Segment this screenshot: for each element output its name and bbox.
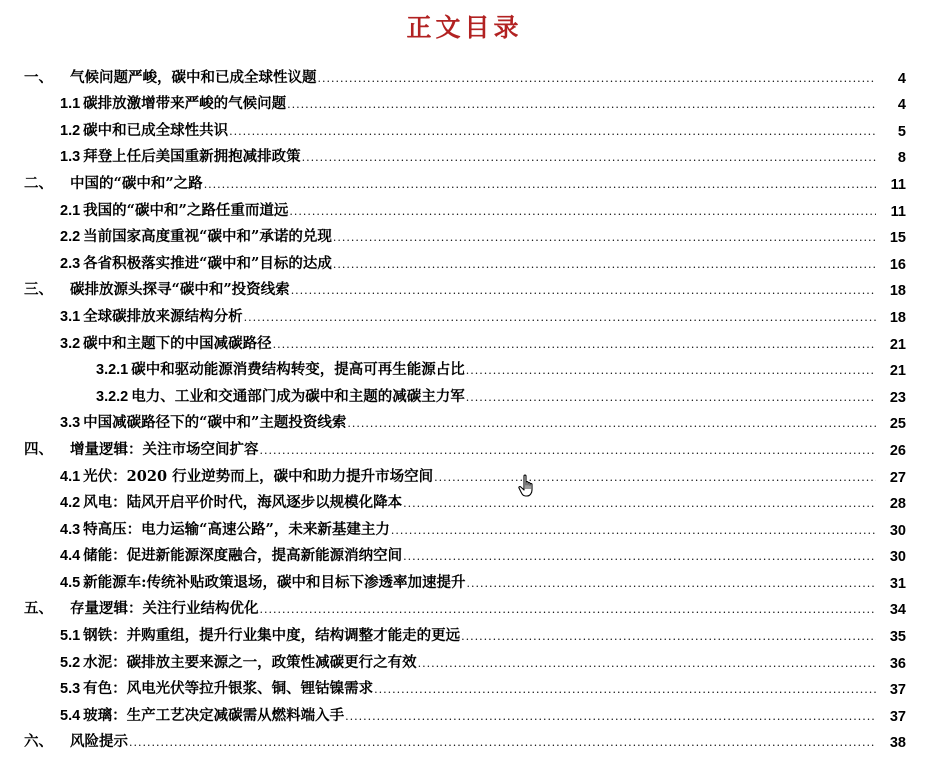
toc-leader-dots: [333, 258, 876, 271]
toc-entry-text: 中国减碳路径下的“碳中和”主题投资线索: [83, 414, 347, 432]
toc-page-number: 18: [889, 283, 906, 300]
toc-entry-lead: [60, 518, 876, 539]
toc-page-number: 11: [890, 176, 906, 193]
toc-entry-number: 3.2.2: [96, 388, 129, 405]
toc-entry-number: 4.4: [60, 548, 81, 565]
toc-entry[interactable]: [0, 326, 929, 353]
toc-entry-lead: [60, 252, 876, 273]
toc-entry-text: 全球碳排放来源结构分析: [83, 307, 243, 325]
toc-entry-lead: [96, 358, 876, 379]
toc-title: 正文目录: [406, 13, 523, 42]
toc-entry-number: 3.2: [60, 335, 81, 352]
toc-leader-dots: [434, 471, 876, 484]
toc-entry-text: 光伏：2020 行业逆势而上，碳中和助力提升市场空间: [83, 467, 434, 485]
toc-entry-label[interactable]: [60, 624, 461, 645]
toc-leader-dots: [391, 524, 876, 537]
toc-entry-lead: [60, 491, 876, 512]
toc-entry[interactable]: [0, 618, 929, 645]
toc-entry[interactable]: [0, 432, 929, 459]
toc-entry-number: 3.2.1: [96, 362, 129, 379]
toc-page-number: 26: [889, 442, 906, 459]
toc-leader-dots: [333, 231, 876, 244]
toc-entry[interactable]: [0, 486, 929, 513]
toc-entry[interactable]: [0, 220, 929, 247]
toc-entry-number: 4.3: [60, 521, 81, 538]
toc-entry-number: 5.3: [60, 681, 81, 698]
toc-entry-label[interactable]: [60, 651, 418, 672]
toc-entry-lead: [96, 385, 876, 406]
toc-entry[interactable]: [0, 166, 929, 193]
toc-entry-lead: [60, 119, 876, 140]
toc-entry-number: 4.5: [60, 574, 81, 591]
toc-leader-dots: [244, 311, 876, 324]
toc-entry[interactable]: [0, 672, 929, 699]
toc-page-number: 30: [889, 549, 906, 566]
toc-entry[interactable]: [0, 193, 929, 220]
toc-entry-label[interactable]: [96, 385, 466, 406]
toc-leader-dots: [291, 284, 876, 297]
toc-entry-text: 储能：促进新能源深度融合，提高新能源消纳空间: [83, 547, 403, 565]
toc-entry-lead: [60, 651, 876, 672]
toc-leader-dots: [129, 736, 876, 749]
toc-leader-dots: [466, 391, 876, 404]
toc-entry-text: 我国的“碳中和”之路任重而道远: [83, 201, 289, 219]
toc-entry[interactable]: [0, 539, 929, 566]
toc-entry-lead: [60, 624, 876, 645]
toc-page-number: 16: [889, 256, 906, 273]
toc-entry-label[interactable]: [24, 278, 291, 299]
toc-entry-text: 水泥：碳排放主要来源之一，政策性减碳更行之有效: [83, 653, 417, 671]
toc-entry-number: 一、: [24, 68, 53, 86]
toc-entry-text: 拜登上任后美国重新拥抱减排政策: [83, 148, 301, 166]
toc-entry-number: 2.2: [60, 229, 81, 246]
toc-entry-label[interactable]: [24, 438, 260, 459]
toc-entry[interactable]: [0, 725, 929, 752]
toc-page-number: 34: [889, 602, 906, 619]
toc-page-number: 8: [897, 150, 906, 167]
toc-entry[interactable]: [0, 698, 929, 725]
toc-entry-lead: [60, 704, 876, 725]
toc-entry-label[interactable]: [60, 704, 345, 725]
toc-page-number: 38: [889, 735, 906, 752]
toc-leader-dots: [204, 178, 876, 191]
toc-entry-number: 六、: [24, 733, 53, 751]
toc-entry-label[interactable]: [60, 225, 333, 246]
toc-entry-label[interactable]: [60, 145, 302, 166]
toc-leader-dots: [273, 338, 876, 351]
toc-leader-dots: [287, 98, 876, 111]
toc-entry-text: 碳中和已成全球性共识: [83, 121, 229, 139]
toc-entry-lead: [60, 199, 876, 220]
toc-entry-number: 3.3: [60, 415, 81, 432]
toc-entry-lead: [24, 597, 876, 618]
toc-entry-number: 1.2: [60, 122, 81, 139]
toc-entry-lead: [60, 92, 876, 113]
hand-pointer-icon: [518, 474, 538, 498]
toc-entry-lead: [60, 677, 876, 698]
toc-entry-number: 2.3: [60, 255, 81, 272]
toc-entry-lead: [60, 225, 876, 246]
toc-entry[interactable]: [0, 645, 929, 672]
toc-entry-number: 1.3: [60, 149, 81, 166]
toc-entry-text: 碳中和主题下的中国减碳路径: [83, 334, 272, 352]
toc-leader-dots: [260, 603, 877, 616]
toc-entry-label[interactable]: [60, 465, 434, 486]
toc-entry-lead: [60, 465, 876, 486]
toc-page-number: 30: [889, 522, 906, 539]
toc-entry-lead: [24, 278, 876, 299]
toc-entry-lead: [60, 411, 876, 432]
toc-page-number: 4: [897, 70, 906, 87]
toc-entry-lead: [60, 145, 876, 166]
toc-entry-number: 四、: [24, 440, 53, 458]
toc-entry[interactable]: [0, 113, 929, 140]
toc-entry-number: 1.1: [60, 96, 81, 113]
toc-entry[interactable]: [0, 87, 929, 114]
toc-entry[interactable]: [0, 140, 929, 167]
toc-entry[interactable]: [0, 512, 929, 539]
toc-page-number: 5: [897, 123, 906, 140]
toc-entry-lead: [24, 438, 876, 459]
toc-page-number: 21: [889, 336, 906, 353]
toc-entry-label[interactable]: [60, 677, 374, 698]
toc-entry-label[interactable]: [60, 491, 403, 512]
toc-entry-text: 碳排放激增带来严峻的气候问题: [83, 95, 287, 113]
toc-entry-text: 风电：陆风开启平价时代，海风逐步以规模化降本: [83, 494, 403, 512]
toc-leader-dots: [403, 550, 876, 563]
toc-entry-number: 5.4: [60, 707, 81, 724]
toc-leader-dots: [260, 444, 877, 457]
toc-entry-text: 电力、工业和交通部门成为碳中和主题的减碳主力军: [131, 387, 465, 405]
toc-entry-label[interactable]: [60, 571, 467, 592]
toc-entry-number: 五、: [24, 600, 53, 618]
toc-entry-text: 当前国家高度重视“碳中和”承诺的兑现: [83, 228, 332, 246]
toc-page-number: 27: [889, 469, 906, 486]
toc-page-number: 37: [889, 682, 906, 699]
toc-entry-text: 玻璃：生产工艺决定减碳需从燃料端入手: [83, 706, 345, 724]
toc-entry-label[interactable]: [60, 544, 403, 565]
toc-page-number: 31: [889, 575, 906, 592]
toc-entry[interactable]: [0, 246, 929, 273]
toc-entry-label[interactable]: [96, 358, 466, 379]
toc-entry-number: 5.2: [60, 654, 81, 671]
toc-leader-dots: [403, 497, 876, 510]
toc-page-number: 23: [889, 389, 906, 406]
toc-leader-dots: [345, 710, 876, 723]
toc-entry-label[interactable]: [60, 411, 347, 432]
toc-leader-dots: [461, 630, 876, 643]
toc-entry-label[interactable]: [24, 66, 318, 87]
toc-entry-text: 有色：风电光伏等拉升银浆、铜、锂钴镍需求: [83, 680, 374, 698]
toc-leader-dots: [289, 205, 876, 218]
toc-entry-text: 中国的“碳中和”之路: [70, 174, 203, 192]
toc-page-number: 18: [889, 309, 906, 326]
toc-entry-lead: [60, 571, 876, 592]
toc-entry-lead: [24, 172, 876, 193]
toc-entry-text: 钢铁：并购重组，提升行业集中度，结构调整才能走的更远: [83, 627, 461, 645]
toc-entry-number: 二、: [24, 174, 53, 192]
toc-entry-label[interactable]: [60, 252, 333, 273]
toc-entry-lead: [24, 66, 876, 87]
toc-entry-text: 风险提示: [70, 733, 128, 751]
toc-page-number: 4: [897, 97, 906, 114]
toc-entry[interactable]: [0, 406, 929, 433]
toc-entry-lead: [24, 730, 876, 751]
toc-entry-text: 碳中和驱动能源消费结构转变，提高可再生能源占比: [131, 361, 465, 379]
toc-entry-text: 各省积极落实推进“碳中和”目标的达成: [83, 254, 332, 272]
toc-entry-text: 新能源车:传统补贴政策退场，碳中和目标下渗透率加速提升: [83, 573, 466, 591]
toc-entry-lead: [60, 332, 876, 353]
toc-leader-dots: [374, 683, 876, 696]
toc-entry-number: 2.1: [60, 202, 81, 219]
toc-leader-dots: [467, 577, 876, 590]
toc-leader-dots: [347, 417, 876, 430]
table-of-contents: [0, 60, 929, 751]
toc-entry-label[interactable]: [24, 597, 260, 618]
toc-entry-label[interactable]: [24, 172, 204, 193]
toc-entry-number: 3.1: [60, 308, 81, 325]
toc-leader-dots: [418, 657, 876, 670]
toc-entry-number: 三、: [24, 281, 53, 299]
toc-entry-lead: [60, 544, 876, 565]
toc-page-number: 37: [889, 708, 906, 725]
toc-page-number: 35: [889, 629, 906, 646]
toc-entry-label[interactable]: [60, 92, 287, 113]
toc-entry-text: 增量逻辑：关注市场空间扩容: [70, 440, 259, 458]
toc-entry-number: 4.1: [60, 468, 81, 485]
toc-entry[interactable]: [0, 459, 929, 486]
toc-entry-label[interactable]: [60, 199, 289, 220]
toc-entry-number: 4.2: [60, 495, 81, 512]
toc-entry[interactable]: [0, 592, 929, 619]
toc-entry-label[interactable]: [24, 730, 129, 751]
toc-entry[interactable]: [0, 273, 929, 300]
toc-entry-label[interactable]: [60, 332, 273, 353]
toc-entry-text: 特高压：电力运输“高速公路”，未来新基建主力: [83, 520, 390, 538]
toc-page-number: 25: [889, 416, 906, 433]
toc-leader-dots: [466, 364, 876, 377]
toc-entry-text: 碳排放源头探寻“碳中和”投资线索: [70, 281, 290, 299]
toc-entry-text: 气候问题严峻，碳中和已成全球性议题: [70, 68, 317, 86]
toc-page-number: 21: [889, 363, 906, 380]
toc-entry[interactable]: [0, 379, 929, 406]
toc-leader-dots: [229, 125, 876, 138]
toc-page-number: 15: [889, 230, 906, 247]
toc-page-number: 11: [890, 203, 906, 220]
toc-entry-label[interactable]: [60, 518, 391, 539]
toc-entry-number: 5.1: [60, 628, 81, 645]
toc-entry-label[interactable]: [60, 119, 229, 140]
toc-page-number: 28: [889, 496, 906, 513]
toc-entry-label[interactable]: [60, 305, 244, 326]
toc-leader-dots: [318, 72, 877, 85]
toc-leader-dots: [302, 151, 876, 164]
toc-entry[interactable]: [0, 565, 929, 592]
toc-entry-lead: [60, 305, 876, 326]
toc-entry[interactable]: [0, 299, 929, 326]
toc-entry[interactable]: [0, 353, 929, 380]
toc-entry[interactable]: [0, 60, 929, 87]
toc-page-number: 36: [889, 655, 906, 672]
toc-entry-text: 存量逻辑：关注行业结构优化: [70, 600, 259, 618]
